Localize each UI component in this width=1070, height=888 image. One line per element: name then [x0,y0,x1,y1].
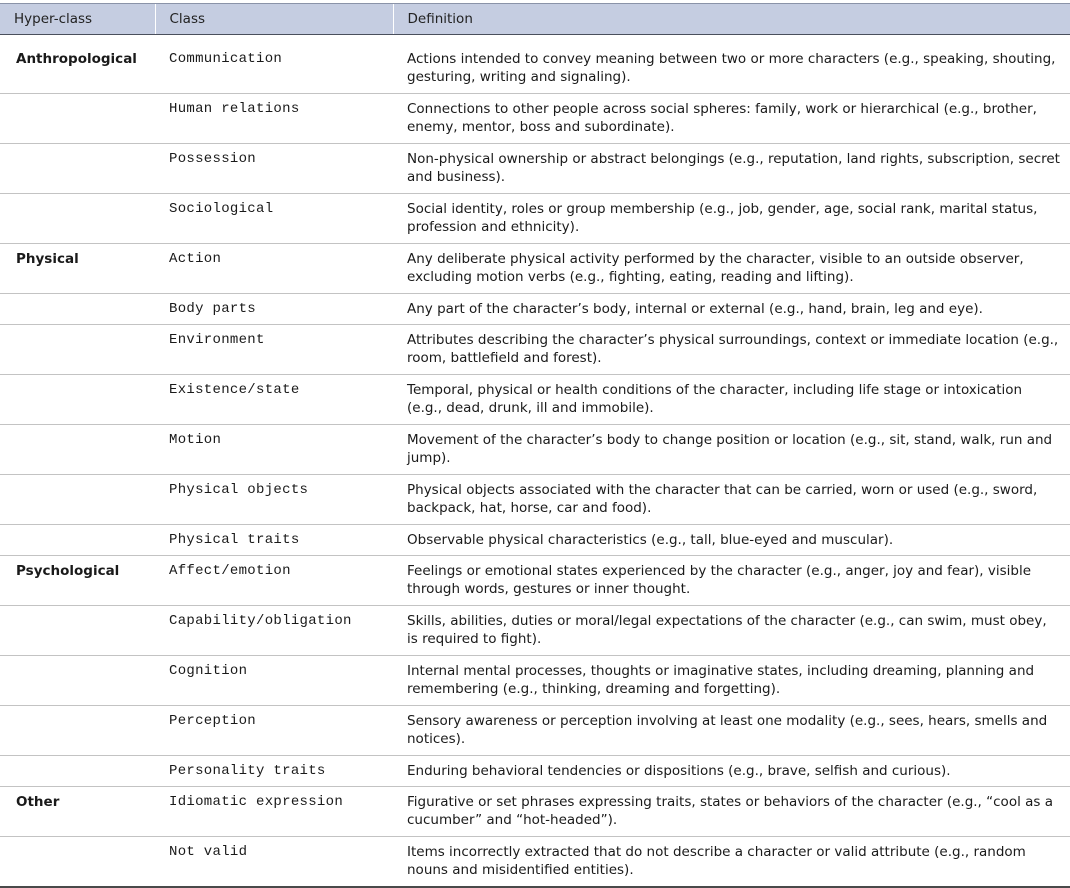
definition-cell: Items incorrectly extracted that do not describe a character or valid attribute (e.g., random nouns and misidentified entities). [393,837,1070,887]
class-cell: Action [155,244,393,294]
definition-cell: Sensory awareness or perception involving at least one modality (e.g., sees, hears, smells and notices). [393,706,1070,756]
table-row [0,325,1070,375]
hyper-class-cell [0,706,155,756]
definition-cell: Actions intended to convey meaning between two or more characters (e.g., speaking, shouting, gesturing, writing and signaling). [393,44,1070,94]
table-row [0,837,1070,887]
definition-cell: Internal mental processes, thoughts or imaginative states, including dreaming, planning and remembering (e.g., thinking, dreaming and forgetting). [393,656,1070,706]
definition-cell: Social identity, roles or group membership (e.g., job, gender, age, social rank, marital status, profession and ethnicity). [393,194,1070,244]
class-cell: Perception [155,706,393,756]
table-row [0,144,1070,194]
hyper-class-cell [0,656,155,706]
table-body [0,35,1070,887]
table-header [0,4,1070,35]
definition-cell: Temporal, physical or health conditions of the character, including life stage or intoxication (e.g., dead, drunk, ill and immobile). [393,375,1070,425]
hyper-class-cell: Physical [0,244,155,294]
definition-cell: Any part of the character’s body, internal or external (e.g., hand, brain, leg and eye). [393,294,1070,325]
header-definition: Definition [393,4,1070,35]
class-cell: Affect/emotion [155,556,393,606]
table-row [0,475,1070,525]
hyper-class-cell [0,525,155,556]
table-row [0,525,1070,556]
table-row [0,194,1070,244]
header-spacer [0,35,1070,44]
table-row [0,756,1070,787]
definition-cell: Any deliberate physical activity performed by the character, visible to an outside observer, excluding motion verbs (e.g., fighting, eating, reading and lifting). [393,244,1070,294]
hyper-class-cell [0,475,155,525]
class-cell: Human relations [155,94,393,144]
table-row [0,656,1070,706]
definition-cell: Movement of the character’s body to change position or location (e.g., sit, stand, walk, run and jump). [393,425,1070,475]
hyper-class-cell: Anthropological [0,44,155,94]
hyper-class-cell [0,325,155,375]
class-cell: Communication [155,44,393,94]
class-cell: Physical traits [155,525,393,556]
hyper-class-cell [0,294,155,325]
class-cell: Possession [155,144,393,194]
table-row [0,244,1070,294]
hyper-class-cell [0,375,155,425]
table-row [0,787,1070,837]
table-row [0,94,1070,144]
class-cell: Environment [155,325,393,375]
table-row [0,606,1070,656]
definition-cell: Enduring behavioral tendencies or dispositions (e.g., brave, selfish and curious). [393,756,1070,787]
hyper-class-cell [0,756,155,787]
attribute-taxonomy-table [0,3,1070,888]
class-cell: Body parts [155,294,393,325]
table-row [0,425,1070,475]
definition-cell: Connections to other people across social spheres: family, work or hierarchical (e.g., brother, enemy, mentor, boss and subordinate). [393,94,1070,144]
hyper-class-cell [0,194,155,244]
definition-cell: Attributes describing the character’s physical surroundings, context or immediate location (e.g., room, battlefield and forest). [393,325,1070,375]
hyper-class-cell [0,144,155,194]
table-row [0,556,1070,606]
hyper-class-cell [0,94,155,144]
class-cell: Existence/state [155,375,393,425]
hyper-class-cell [0,425,155,475]
class-cell: Personality traits [155,756,393,787]
class-cell: Capability/obligation [155,606,393,656]
definition-cell: Non-physical ownership or abstract belongings (e.g., reputation, land rights, subscription, secret and business). [393,144,1070,194]
class-cell: Cognition [155,656,393,706]
header-class: Class [155,4,393,35]
definition-cell: Feelings or emotional states experienced by the character (e.g., anger, joy and fear), visible through words, gestures or inner thought. [393,556,1070,606]
header-hyper-class: Hyper-class [0,4,155,35]
definition-cell: Physical objects associated with the character that can be carried, worn or used (e.g., sword, backpack, hat, horse, car and food). [393,475,1070,525]
table-row [0,294,1070,325]
class-cell: Sociological [155,194,393,244]
hyper-class-cell: Other [0,787,155,837]
definition-cell: Observable physical characteristics (e.g., tall, blue-eyed and muscular). [393,525,1070,556]
table-row [0,44,1070,94]
table-row [0,706,1070,756]
class-cell: Physical objects [155,475,393,525]
class-cell: Idiomatic expression [155,787,393,837]
class-cell: Motion [155,425,393,475]
table-row [0,375,1070,425]
hyper-class-cell: Psychological [0,556,155,606]
definition-cell: Skills, abilities, duties or moral/legal expectations of the character (e.g., can swim, must obey, is required to fight). [393,606,1070,656]
definition-cell: Figurative or set phrases expressing traits, states or behaviors of the character (e.g., “cool as a cucumber” and “hot-headed”). [393,787,1070,837]
hyper-class-cell [0,837,155,887]
hyper-class-cell [0,606,155,656]
class-cell: Not valid [155,837,393,887]
